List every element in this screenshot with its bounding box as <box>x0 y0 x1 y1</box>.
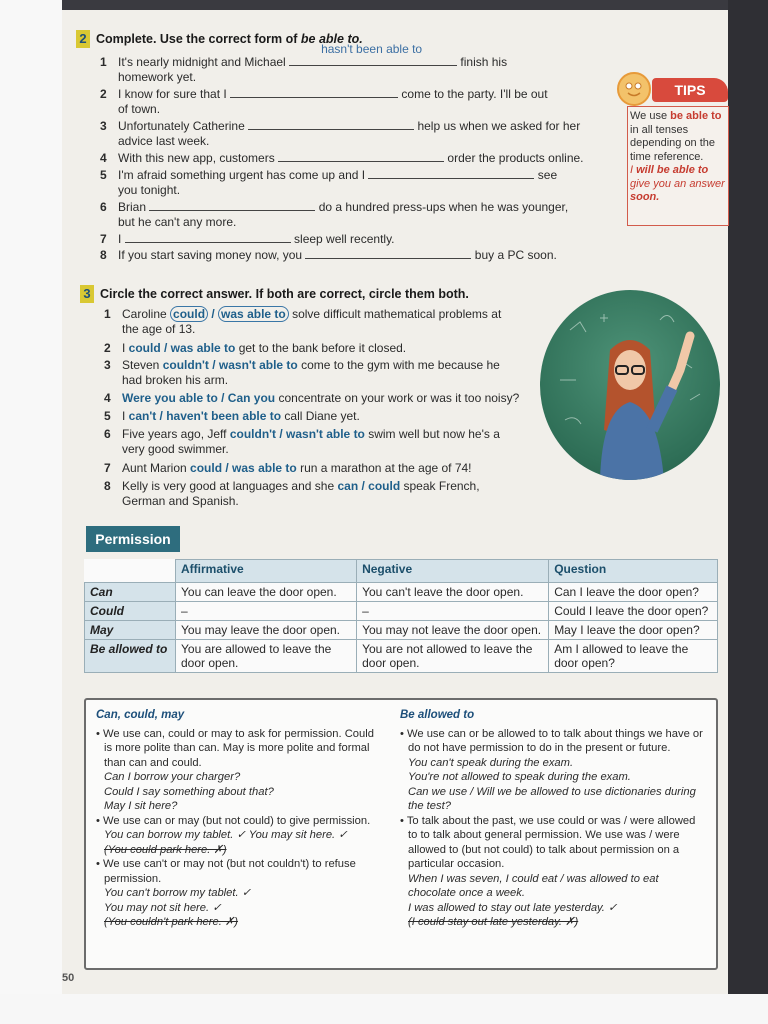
note-text: • To talk about the past, we use could or was / were allowed to to talk about general permission. We use was / were allowed to (but not could) to talk about permission on a particular occasion. <box>400 814 696 870</box>
table-cell: Am I allowed to leave the door open? <box>549 640 718 673</box>
note-example-incorrect: (I could stay out late yesterday. ✗) <box>408 916 579 928</box>
background-left <box>0 0 62 1000</box>
ex3-item-3: 3 Steven couldn't / wasn't able to come to the gym with me because he had broken his arm. <box>104 358 500 387</box>
permission-heading: Permission <box>86 526 180 552</box>
background-right <box>728 0 768 1024</box>
table-cell: You can leave the door open. <box>176 583 357 602</box>
ex3-item-1: 1 Caroline could / was able to solve difficult mathematical problems at the age of 13. <box>104 307 502 336</box>
table-header-question: Question <box>549 560 718 583</box>
ex3-item-8: 8 Kelly is very good at languages and she can / could speak French, German and Spanish. <box>104 479 480 508</box>
ex3-item-5: 5 I can't / haven't been able to call Diane yet. <box>104 409 360 423</box>
notes-right-column <box>400 708 706 930</box>
answer-blank[interactable] <box>230 86 398 98</box>
note-example-incorrect: (You couldn't park here. ✗) <box>104 916 239 928</box>
answer-blank[interactable] <box>248 118 414 130</box>
note-example: Can we use / Will we be allowed to use dictionaries during the test? <box>408 785 696 812</box>
ex2-item-7: 7 I sleep well recently. <box>100 232 395 246</box>
ex2-item-6: 6 Brian do a hundred press-ups when he was younger, but he can't any more. <box>100 200 569 229</box>
exercise-3-title: Circle the correct answer. If both are correct, circle them both. <box>100 287 469 301</box>
row-header-could: Could <box>85 602 176 621</box>
notes-left-column <box>96 708 378 930</box>
exercise-2-title: Complete. Use the correct form of be able to. <box>96 32 363 46</box>
note-example: Could I say something about that? <box>104 785 274 798</box>
table-row <box>85 621 718 640</box>
notes-right-title: Be allowed to <box>400 709 475 721</box>
row-header-may: May <box>85 621 176 640</box>
exercise-2-number: 2 <box>76 30 90 48</box>
note-example: You may not sit here. ✓ <box>104 901 222 914</box>
answer-options[interactable]: could / was able to <box>128 341 236 355</box>
table-cell: You may not leave the door open. <box>357 621 549 640</box>
background-bottom <box>0 994 768 1024</box>
answer-options[interactable]: can / could <box>337 479 401 493</box>
table-cell: You are allowed to leave the door open. <box>176 640 357 673</box>
ex3-item-7: 7 Aunt Marion could / was able to run a marathon at the age of 74! <box>104 461 472 475</box>
table-cell: – <box>357 602 549 621</box>
ex3-item-4: 4 Were you able to / Can you concentrate on your work or was it too noisy? <box>104 391 520 405</box>
note-text: • We use can or be allowed to to talk about things we have or do not have permission to do in the present or future. <box>400 727 703 754</box>
table-header-empty <box>85 560 176 583</box>
table-row <box>85 583 718 602</box>
table-cell: Can I leave the door open? <box>549 583 718 602</box>
ex2-item-1: 1 It's nearly midnight and Michael hasn't been able to finish his homework yet. <box>100 42 508 84</box>
answer-options[interactable]: couldn't / wasn't able to <box>229 427 365 441</box>
teacher-photo <box>540 290 720 480</box>
row-header-can: Can <box>85 583 176 602</box>
note-example: I was allowed to stay out late yesterday. ✓ <box>408 901 618 914</box>
note-example: You can't speak during the exam. <box>408 756 574 769</box>
answer-blank[interactable] <box>125 231 291 243</box>
smiley-face-icon <box>617 72 651 106</box>
ex3-item-2: 2 I could / was able to get to the bank before it closed. <box>104 341 407 355</box>
answer-blank[interactable]: hasn't been able to <box>289 54 457 66</box>
ex2-item-4: 4 With this new app, customers order the products online. <box>100 151 584 165</box>
table-cell: You may leave the door open. <box>176 621 357 640</box>
note-text: • We use can or may (but not could) to give permission. <box>96 814 371 827</box>
textbook-page <box>62 10 728 994</box>
note-example: You're not allowed to speak during the exam. <box>408 771 631 783</box>
option-could[interactable]: could <box>170 306 208 322</box>
answer-options[interactable]: can't / haven't been able to <box>128 409 282 423</box>
table-header-affirmative: Affirmative <box>176 560 357 583</box>
exercise-3-number: 3 <box>80 285 94 303</box>
table-cell: – <box>176 602 357 621</box>
ex2-item-5: 5 I'm afraid something urgent has come up and I see you tonight. <box>100 168 558 197</box>
tips-label: TIPS <box>652 78 728 102</box>
note-text: • We use can, could or may to ask for permission. Could is more polite than can. May is more polite and formal than can and could. <box>96 727 374 769</box>
tips-text: We use be able to in all tenses depending on the time reference. I will be able to give you an answer soon. <box>630 110 725 203</box>
answer-options[interactable]: could / was able to <box>190 461 297 475</box>
table-cell: May I leave the door open? <box>549 621 718 640</box>
ex2-item-2: 2 I know for sure that I come to the party. I'll be out of town. <box>100 87 548 116</box>
table-cell: You are not allowed to leave the door open. <box>357 640 549 673</box>
ex2-item-8: 8 If you start saving money now, you buy a PC soon. <box>100 248 557 262</box>
answer-blank[interactable] <box>149 199 315 211</box>
note-example: Can I borrow your charger? <box>104 771 241 783</box>
answer-options[interactable]: Were you able to / Can you <box>122 391 276 405</box>
table-cell: You can't leave the door open. <box>357 583 549 602</box>
note-example: You can't borrow my tablet. ✓ <box>104 887 252 899</box>
grammar-notes-box <box>84 698 718 970</box>
option-was-able-to[interactable]: was able to <box>218 306 289 322</box>
note-example-incorrect: (You could park here. ✗) <box>104 843 227 856</box>
note-example: May I sit here? <box>104 800 178 812</box>
note-example: When I was seven, I could eat / was allowed to eat chocolate once a week. <box>408 872 659 899</box>
ex3-item-6: 6 Five years ago, Jeff couldn't / wasn't able to swim well but now he's a very good swimmer. <box>104 427 500 456</box>
answer-blank[interactable] <box>278 150 444 162</box>
table-header-negative: Negative <box>357 560 549 583</box>
table-row <box>85 640 718 673</box>
note-example: You can borrow my tablet. ✓ You may sit here. ✓ <box>104 829 348 841</box>
ex2-item-3: 3 Unfortunately Catherine help us when we asked for her advice last week. <box>100 119 581 148</box>
table-header-row <box>85 560 718 583</box>
note-text: • We use can't or may not (but not couldn't) to refuse permission. <box>96 858 356 885</box>
table-row <box>85 602 718 621</box>
row-header-be-allowed-to: Be allowed to <box>85 640 176 673</box>
table-cell: Could I leave the door open? <box>549 602 718 621</box>
notes-left-title: Can, could, may <box>96 709 185 721</box>
answer-blank[interactable] <box>368 167 534 179</box>
answer-blank[interactable] <box>305 247 471 259</box>
page-number: 50 <box>62 972 75 984</box>
permission-table <box>84 559 718 673</box>
answer-options[interactable]: couldn't / wasn't able to <box>162 358 298 372</box>
